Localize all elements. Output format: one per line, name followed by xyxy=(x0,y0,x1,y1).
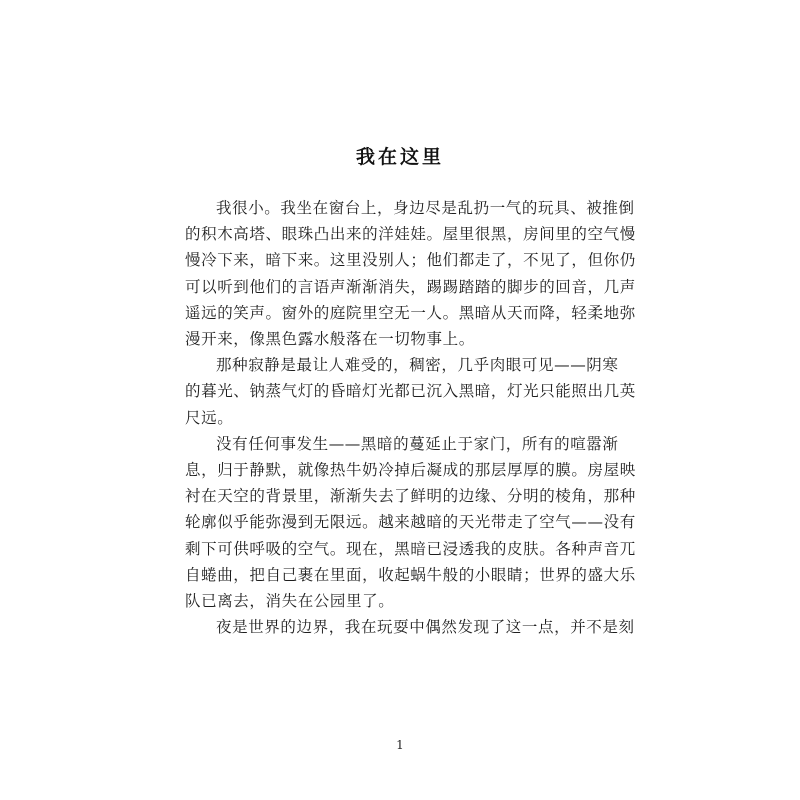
page-number: 1 xyxy=(396,738,404,752)
text-line: 没有任何事发生——黑暗的蔓延止于家门，所有的喧嚣渐 xyxy=(216,434,619,453)
text-line: 队已离去，消失在公园里了。 xyxy=(185,592,395,611)
chapter-title: 我在这里 xyxy=(355,146,444,168)
text-line: 那种寂静是最让人难受的，稠密，几乎肉眼可见——阴寒 xyxy=(216,356,619,375)
text-line: 的积木高塔、眼珠凸出来的洋娃娃。屋里很黑，房间里的空气慢 xyxy=(185,225,636,244)
text-line: 慢冷下来，暗下来。这里没别人；他们都走了，不见了，但你仍 xyxy=(185,251,636,270)
text-line: 我很小。我坐在窗台上，身边尽是乱扔一气的玩具、被推倒 xyxy=(216,199,635,217)
text-line: 自蜷曲，把自己裹在里面，收起蜗牛般的小眼睛；世界的盛大乐 xyxy=(185,565,636,584)
chapter-body xyxy=(185,195,636,640)
paragraph-2 xyxy=(185,352,636,431)
text-line: 遥远的笑声。窗外的庭院里空无一人。黑暗从天而降，轻柔地弥 xyxy=(185,303,636,322)
text-line: 剩下可供呼吸的空气。现在，黑暗已浸透我的皮肤。各种声音兀 xyxy=(185,539,636,558)
paragraph-1 xyxy=(185,195,636,352)
paragraph-3 xyxy=(185,431,636,614)
text-line: 的暮光、钠蒸气灯的昏暗灯光都已沉入黑暗，灯光只能照出几英 xyxy=(185,382,636,401)
paragraph-4 xyxy=(185,614,635,640)
text-line: 漫开来，像黑色露水般落在一切物事上。 xyxy=(185,330,475,349)
text-line: 衬在天空的背景里，渐渐失去了鲜明的边缘、分明的棱角，那种 xyxy=(185,487,636,506)
text-line: 息，归于静默，就像热牛奶冷掉后凝成的那层厚厚的膜。房屋映 xyxy=(185,461,636,480)
text-line: 可以听到他们的言语声渐渐消失，踢踢踏踏的脚步的回音，几声 xyxy=(185,277,636,296)
text-line: 尺远。 xyxy=(185,408,234,427)
text-line: 夜是世界的边界，我在玩耍中偶然发现了这一点，并不是刻 xyxy=(216,618,635,637)
text-line: 轮廓似乎能弥漫到无限远。越来越暗的天光带走了空气——没有 xyxy=(185,513,636,532)
